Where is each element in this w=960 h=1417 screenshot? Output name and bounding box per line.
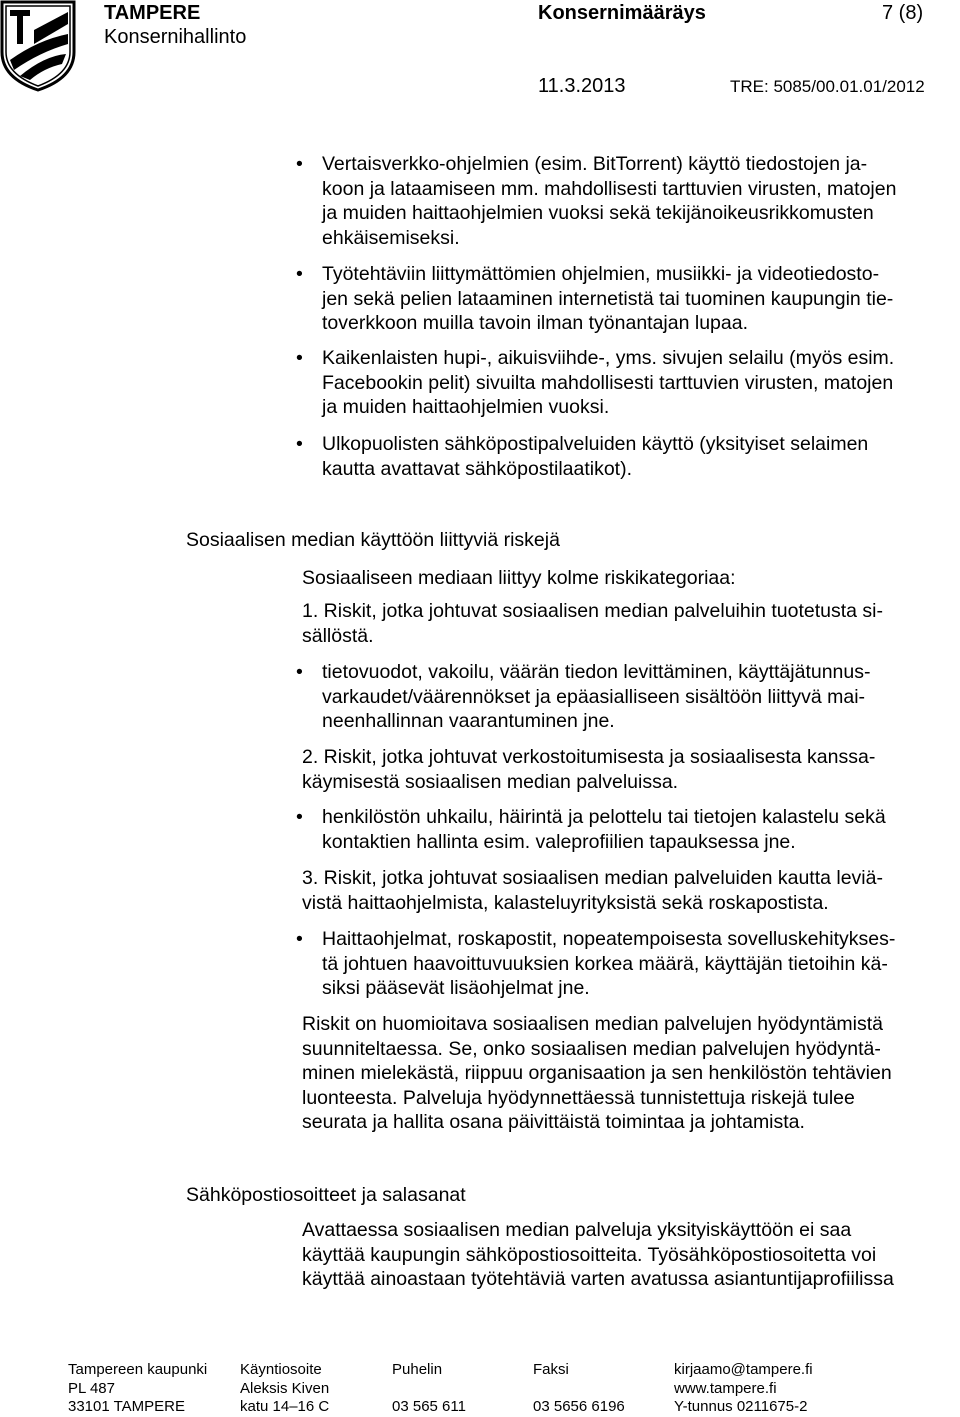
bullet-text: Haittaohjelmat, roskapostit, nopeatempoisesta sovelluskehitykses- tä johtuen haavoittuvuuksien korkea määrä, käyttäjän tietoihin kä- siksi pääsevät lisäohjelmat jne. <box>322 928 896 1000</box>
list-item: • Kaikenlaisten hupi-, aikuisviihde-, yms. sivujen selailu (myös esim. Facebookin pelit) sivuilta mahdollisesti tarttuvien virusten, matojen ja muiden haittaohjelmien vuoksi. <box>296 346 960 420</box>
list-item: • Haittaohjelmat, roskapostit, nopeatempoisesta sovelluskehitykses- tä johtuen haavoittuvuuksien korkea määrä, käyttäjän tietoihin kä- siksi pääsevät lisäohjelmat jne. <box>296 927 960 1001</box>
footer-phone: Puhelin 03 565 611 <box>392 1361 466 1415</box>
header-org: TAMPERE <box>104 2 201 24</box>
logo <box>0 0 76 92</box>
list-item: • Vertaisverkko-ohjelmien (esim. BitTorrent) käyttö tiedostojen ja- koon ja lataamiseen mm. mahdollisesti tarttuvien virusten, matojen ja muiden haittaohjelmien vuoksi sekä tekijänoikeusrikkomusten ehkäisemiseksi. <box>296 152 960 250</box>
header-doc-type: Konsernimääräys <box>538 2 706 24</box>
footer-contact: kirjaamo@tampere.fi www.tampere.fi Y-tunnus 0211675-2 <box>674 1361 813 1415</box>
footer-fax: Faksi 03 5656 6196 <box>533 1361 625 1415</box>
footer <box>0 1361 960 1416</box>
footer-address: Tampereen kaupunki PL 487 33101 TAMPERE <box>68 1361 208 1415</box>
bullet-text: Ulkopuolisten sähköpostipalveluiden käyttö (yksityiset selaimen kautta avattavat sähköpostilaatikot). <box>322 433 869 480</box>
risk-category-2: 2. Riskit, jotka johtuvat verkostoitumisesta ja sosiaalisesta kanssa- käymisestä sosiaalisen median palveluissa. <box>302 746 876 793</box>
closing-paragraph: Riskit on huomioitava sosiaalisen median palvelujen hyödyntämistä suunniteltaessa. Se, onko sosiaalisen median palvelujen hyödyntä- minen mielekästä, riippuu organisaation ja sen henkilöstön tehtävien luonteesta. Palveluja hyödynnettäessä tunnistettuja riskejä tulee seurata ja hallita osana päivittäistä toimintaa ja johtamista. <box>302 1013 892 1134</box>
header-ref: TRE: 5085/00.01.01/2012 <box>730 77 925 96</box>
bullet-text: Vertaisverkko-ohjelmien (esim. BitTorrent) käyttö tiedostojen ja- koon ja lataamiseen mm. mahdollisesti tarttuvien virusten, matojen ja muiden haittaohjelmien vuoksi sekä tekijänoikeusrikkomusten ehkäisemiseksi. <box>322 153 897 249</box>
section-intro: Sosiaaliseen mediaan liittyy kolme riskikategoriaa: <box>302 567 736 589</box>
bullet-text: Työtehtäviin liittymättömien ohjelmien, musiikki- ja videotiedosto- jen sekä pelien lataaminen internetistä tai tuominen kaupungin tie- toverkkoon muilla tavoin ilman työnantajan lupaa. <box>322 263 894 335</box>
risk-category-3: 3. Riskit, jotka johtuvat sosiaalisen median palveluiden kautta leviä- vistä haittaohjelmista, kalasteluyrityksistä sekä roskapostista. <box>302 867 883 914</box>
bullet-text: Kaikenlaisten hupi-, aikuisviihde-, yms. sivujen selailu (myös esim. Facebookin pelit) sivuilta mahdollisesti tarttuvien virusten, matojen ja muiden haittaohjelmien vuoksi. <box>322 347 895 419</box>
tampere-coat-of-arms-icon <box>0 0 76 92</box>
bullet-text: henkilöstön uhkailu, häirintä ja pelottelu tai tietojen kalastelu sekä kontaktien hallinta esim. valeprofiilien tapauksessa jne. <box>322 806 886 853</box>
risk-category-1: 1. Riskit, jotka johtuvat sosiaalisen median palveluihin tuotetusta si- sällöstä. <box>302 600 883 647</box>
list-item: • Ulkopuolisten sähköpostipalveluiden käyttö (yksityiset selaimen kautta avattavat sähköpostilaatikot). <box>296 432 960 481</box>
header-page: 7 (8) <box>882 2 924 24</box>
footer-visiting-address: Käyntiosoite Aleksis Kiven katu 14–16 C <box>240 1361 330 1415</box>
list-item: • Työtehtäviin liittymättömien ohjelmien, musiikki- ja videotiedosto- jen sekä pelien lataaminen internetistä tai tuominen kaupungin tie- toverkkoon muilla tavoin ilman työnantajan lupaa. <box>296 262 960 336</box>
header-unit: Konsernihallinto <box>104 26 247 48</box>
list-item: • tietovuodot, vakoilu, väärän tiedon levittäminen, käyttäjätunnus- varkaudet/väärennökset ja epäasialliseen sisältöön liittyvä mai- neenhallinnan vaarantuminen jne. <box>296 660 960 734</box>
bullet-text: tietovuodot, vakoilu, väärän tiedon levittäminen, käyttäjätunnus- varkaudet/väärennökset ja epäasialliseen sisältöön liittyvä mai- neenhallinnan vaarantuminen jne. <box>322 661 871 733</box>
header-date: 11.3.2013 <box>538 75 626 97</box>
section-heading: Sähköpostiosoitteet ja salasanat <box>186 1184 466 1206</box>
section-heading: Sosiaalisen median käyttöön liittyviä riskejä <box>186 529 560 551</box>
section-body: Avattaessa sosiaalisen median palveluja yksityiskäyttöön ei saa käyttää kaupungin sähköpostiosoitteita. Työsähköpostiosoitetta voi käyttää ainoastaan työtehtäviä varten avatussa asiantuntijaprofiilissa <box>302 1219 894 1291</box>
list-item: • henkilöstön uhkailu, häirintä ja pelottelu tai tietojen kalastelu sekä kontaktien hallinta esim. valeprofiilien tapauksessa jne. <box>296 805 960 854</box>
